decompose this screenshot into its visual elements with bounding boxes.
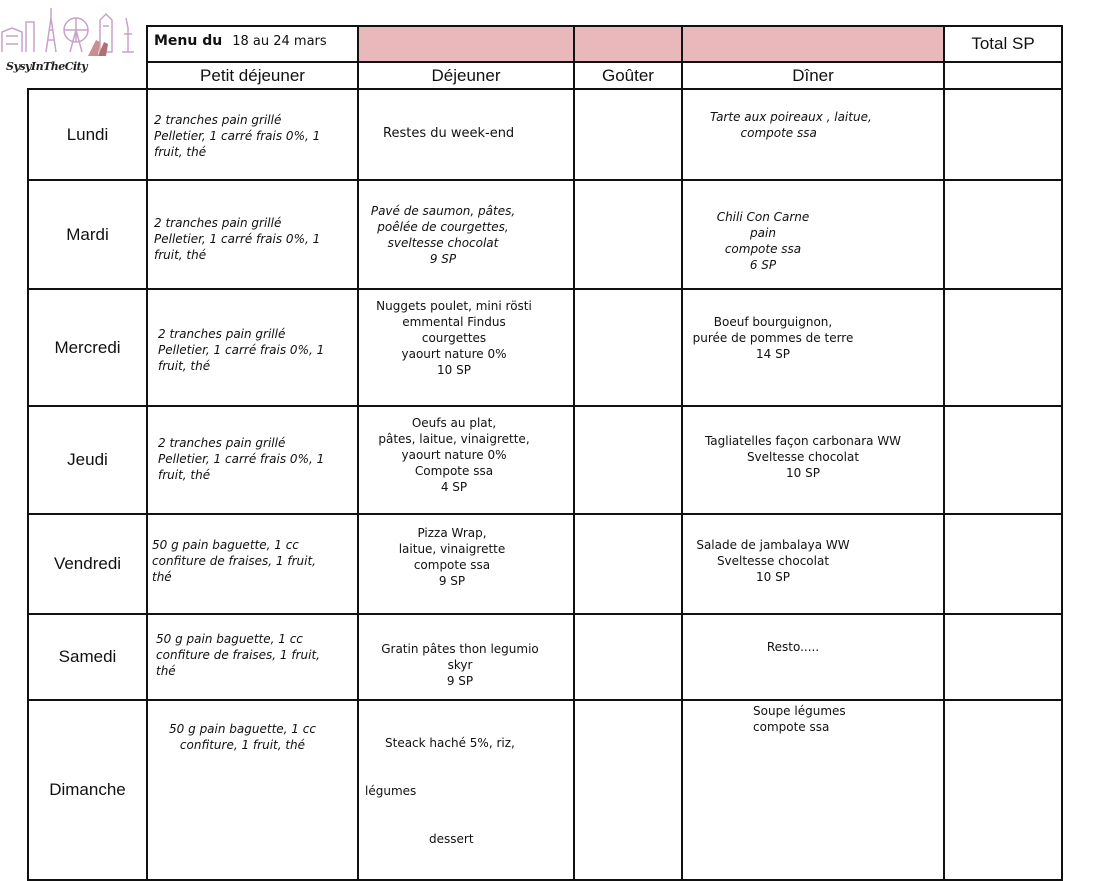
lunch-line: dessert <box>429 832 474 846</box>
lunch-cell <box>358 514 574 614</box>
lunch-cell <box>358 406 574 514</box>
breakfast-text: 2 tranches pain grillé Pelletier, 1 carré frais 0%, 1 fruit, thé <box>154 113 321 159</box>
table-row <box>28 406 1062 514</box>
lunch-text: Pizza Wrap, laitue, vinaigrette compote ssa 9 SP <box>398 526 506 588</box>
header-fill-cell <box>358 26 574 62</box>
total-cell <box>944 514 1062 614</box>
dinner-text: Tarte aux poireaux , laitue, compote ssa <box>710 110 872 140</box>
table-row <box>28 289 1062 406</box>
column-header-total-blank <box>944 62 1062 89</box>
snack-cell <box>574 700 682 880</box>
breakfast-cell <box>147 614 358 700</box>
day-label: Jeudi <box>28 406 147 514</box>
header-fill-cell <box>682 26 944 62</box>
menu-dates: 18 au 24 mars <box>232 34 327 49</box>
total-cell <box>944 700 1062 880</box>
dinner-text: Chili Con Carne pain compote ssa 6 SP <box>716 210 810 272</box>
day-label: Mardi <box>28 180 147 289</box>
lunch-line: légumes <box>365 784 417 798</box>
breakfast-text: 2 tranches pain grillé Pelletier, 1 carré frais 0%, 1 fruit, thé <box>154 216 321 262</box>
snack-cell <box>574 89 682 180</box>
total-cell <box>944 614 1062 700</box>
snack-cell <box>574 614 682 700</box>
weekly-menu-table <box>27 25 1063 881</box>
dinner-cell <box>682 514 944 614</box>
total-cell <box>944 180 1062 289</box>
breakfast-text: 50 g pain baguette, 1 cc confiture, 1 fruit, thé <box>169 722 316 752</box>
total-cell <box>944 289 1062 406</box>
column-header-dinner: Dîner <box>682 62 944 89</box>
breakfast-cell <box>147 700 358 880</box>
dinner-cell <box>682 614 944 700</box>
breakfast-text: 2 tranches pain grillé Pelletier, 1 carré frais 0%, 1 fruit, thé <box>158 436 325 482</box>
lunch-text: Oeufs au plat, pâtes, laitue, vinaigrette, yaourt nature 0% Compote ssa 4 SP <box>378 416 530 494</box>
lunch-cell <box>358 89 574 180</box>
dinner-text: Salade de jambalaya WW Sveltesse chocolat 10 SP <box>696 538 850 584</box>
dinner-text: Resto..... <box>766 640 820 654</box>
logo-text: SysyInTheCity <box>6 60 88 73</box>
dinner-cell <box>682 700 944 880</box>
table-row <box>28 700 1062 880</box>
lunch-cell <box>358 180 574 289</box>
corner-blank <box>28 62 147 89</box>
lunch-cell <box>358 700 574 880</box>
day-label: Mercredi <box>28 289 147 406</box>
breakfast-text: 2 tranches pain grillé Pelletier, 1 carré frais 0%, 1 fruit, thé <box>158 327 325 373</box>
column-header-lunch: Déjeuner <box>358 62 574 89</box>
breakfast-cell <box>147 89 358 180</box>
dinner-text: Tagliatelles façon carbonara WW Sveltesse chocolat 10 SP <box>704 434 902 480</box>
column-header-snack: Goûter <box>574 62 682 89</box>
breakfast-cell <box>147 180 358 289</box>
breakfast-cell <box>147 514 358 614</box>
snack-cell <box>574 514 682 614</box>
header-fill-cell <box>574 26 682 62</box>
day-label: Dimanche <box>28 700 147 880</box>
breakfast-cell <box>147 289 358 406</box>
dinner-cell <box>682 180 944 289</box>
breakfast-cell <box>147 406 358 514</box>
lunch-line: Steack haché 5%, riz, <box>385 736 515 750</box>
breakfast-text: 50 g pain baguette, 1 cc confiture de fraises, 1 fruit, thé <box>156 632 320 678</box>
snack-cell <box>574 180 682 289</box>
breakfast-text: 50 g pain baguette, 1 cc confiture de fraises, 1 fruit, thé <box>152 538 316 584</box>
dinner-cell <box>682 406 944 514</box>
snack-cell <box>574 289 682 406</box>
menu-label: Menu du <box>154 33 223 49</box>
corner-blank <box>28 26 147 62</box>
table-row <box>28 514 1062 614</box>
day-label: Lundi <box>28 89 147 180</box>
lunch-text <box>359 701 573 879</box>
table-row <box>28 614 1062 700</box>
total-sp-header: Total SP <box>944 26 1062 62</box>
dinner-text: Soupe légumes compote ssa <box>753 704 846 734</box>
day-label: Vendredi <box>28 514 147 614</box>
total-cell <box>944 406 1062 514</box>
column-header-row <box>28 62 1062 89</box>
table-row <box>28 180 1062 289</box>
dinner-cell <box>682 289 944 406</box>
menu-title <box>147 26 358 62</box>
column-header-breakfast: Petit déjeuner <box>147 62 358 89</box>
lunch-cell <box>358 289 574 406</box>
snack-cell <box>574 406 682 514</box>
table-row <box>28 89 1062 180</box>
lunch-cell <box>358 614 574 700</box>
day-label: Samedi <box>28 614 147 700</box>
dinner-cell <box>682 89 944 180</box>
lunch-text: Nuggets poulet, mini rösti emmental Findus courgettes yaourt nature 0% 10 SP <box>376 299 532 377</box>
lunch-text: Gratin pâtes thon legumio skyr 9 SP <box>381 642 539 688</box>
total-cell <box>944 89 1062 180</box>
lunch-text: Restes du week-end <box>383 126 515 141</box>
dinner-text: Boeuf bourguignon, purée de pommes de terre 14 SP <box>692 315 854 361</box>
lunch-text: Pavé de saumon, pâtes, poêlée de courgettes, sveltesse chocolat 9 SP <box>370 204 516 266</box>
title-row <box>28 26 1062 62</box>
